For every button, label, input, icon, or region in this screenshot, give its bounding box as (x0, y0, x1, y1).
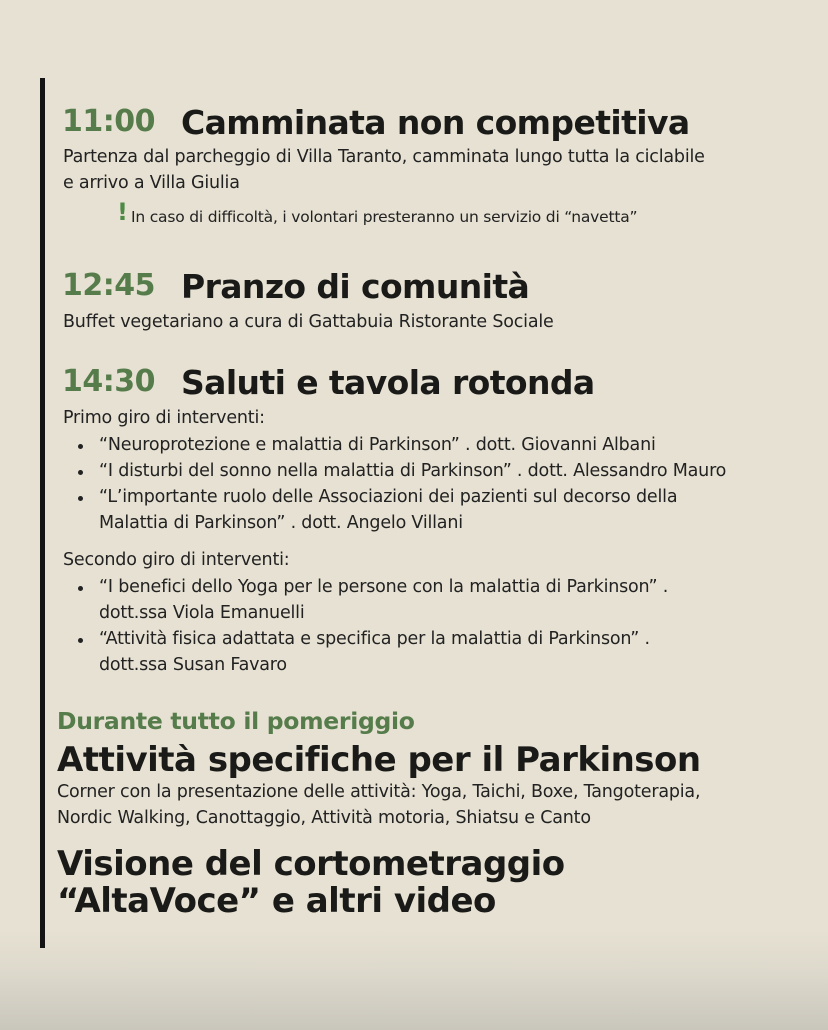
section-title-pranzo: Pranzo di comunità (181, 267, 530, 306)
time-1100: 11:00 (62, 104, 155, 139)
video-title-line1: Visione del cortometraggio (57, 844, 565, 884)
camminata-desc-line2: e arrivo a Villa Giulia (63, 173, 240, 193)
pranzo-desc: Buffet vegetariano a cura di Gattabuia Ristorante Sociale (63, 312, 554, 332)
bullet-dot (78, 470, 83, 475)
bullet-dot (78, 444, 83, 449)
second-round-item-1-line1: “I benefici dello Yoga per le persone con la malattia di Parkinson” . (99, 577, 669, 597)
second-round-item-2-line2: dott.ssa Susan Favaro (99, 655, 287, 675)
first-round-item-1: “Neuroprotezione e malattia di Parkinson” . dott. Giovanni Albani (99, 435, 656, 455)
attivita-desc-line2: Nordic Walking, Canottaggio, Attività motoria, Shiatsu e Canto (57, 808, 591, 828)
first-round-label: Primo giro di interventi: (63, 408, 265, 428)
bullet-dot (78, 586, 83, 591)
bullet-dot (78, 638, 83, 643)
video-title-line2: “AltaVoce” e altri video (57, 881, 496, 921)
first-round-item-2: “I disturbi del sonno nella malattia di Parkinson” . dott. Alessandro Mauro (99, 461, 727, 481)
section-title-camminata: Camminata non competitiva (181, 103, 690, 142)
warning-exclamation-icon: ! (117, 198, 128, 226)
camminata-desc-line1: Partenza dal parcheggio di Villa Taranto, camminata lungo tutta la ciclabile (63, 147, 705, 167)
attivita-desc-line1: Corner con la presentazione delle attività: Yoga, Taichi, Boxe, Tangoterapia, (57, 782, 701, 802)
section-title-attivita: Attività specifiche per il Parkinson (57, 740, 701, 780)
left-vertical-rule (40, 78, 45, 948)
afternoon-subtitle: Durante tutto il pomeriggio (57, 707, 415, 735)
section-title-tavola-rotonda: Saluti e tavola rotonda (181, 363, 595, 402)
time-1245: 12:45 (62, 268, 155, 303)
second-round-item-1-line2: dott.ssa Viola Emanuelli (99, 603, 305, 623)
bullet-dot (78, 496, 83, 501)
navetta-note: In caso di difficoltà, i volontari presteranno un servizio di “navetta” (131, 208, 638, 226)
second-round-label: Secondo giro di interventi: (63, 550, 290, 570)
first-round-item-3-line1: “L’importante ruolo delle Associazioni dei pazienti sul decorso della (99, 487, 678, 507)
time-1430: 14:30 (62, 364, 155, 399)
first-round-item-3-line2: Malattia di Parkinson” . dott. Angelo Villani (99, 513, 463, 533)
second-round-item-2-line1: “Attività fisica adattata e specifica per la malattia di Parkinson” . (99, 629, 650, 649)
